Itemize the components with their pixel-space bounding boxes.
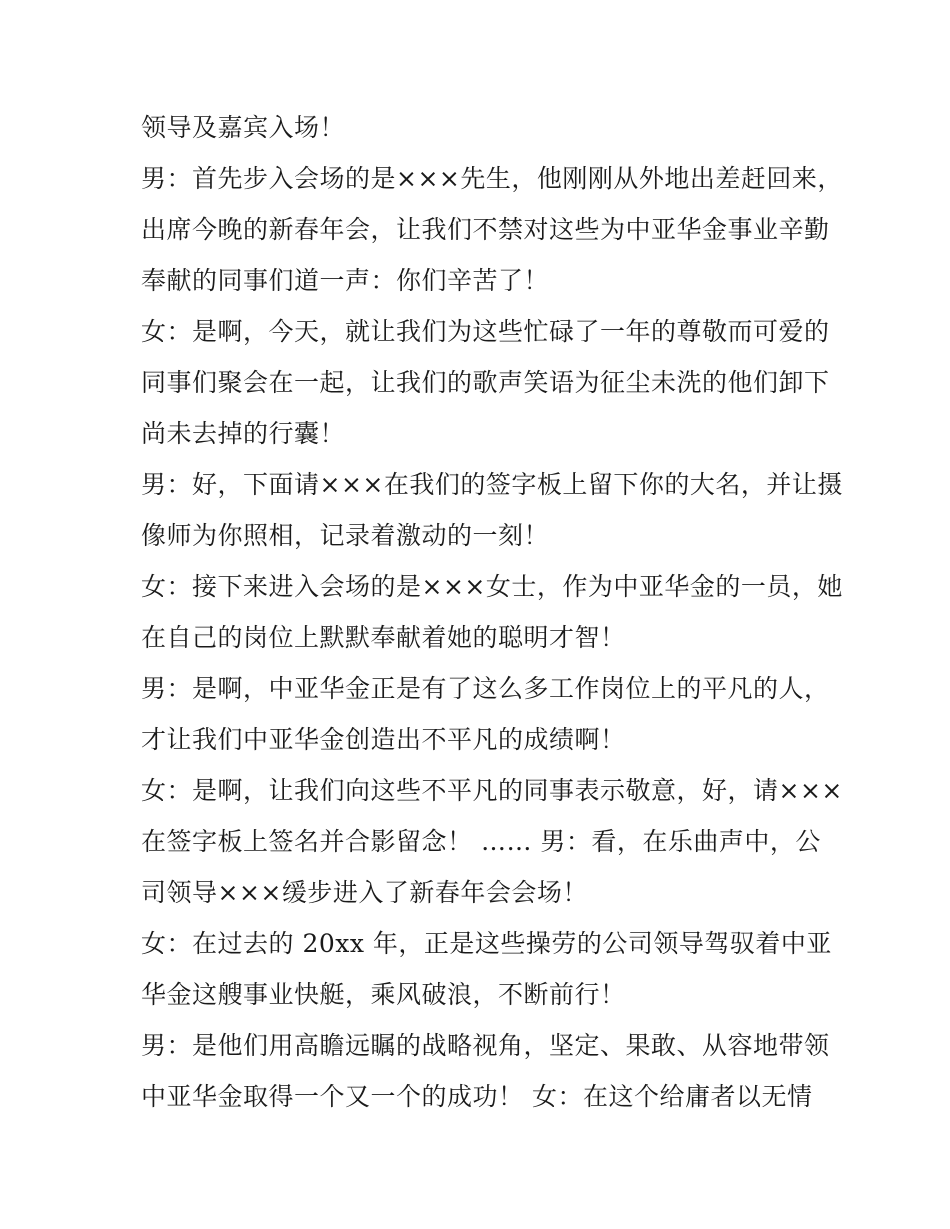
text-line: 才让我们中亚华金创造出不平凡的成绩啊！ (141, 725, 626, 754)
text-line: 男：是他们用高瞻远瞩的战略视角，坚定、果敢、从容地带领 (141, 1031, 830, 1060)
text-line: 像师为你照相，记录着激动的一刻！ (141, 521, 550, 550)
text-line: 女：是啊，今天，就让我们为这些忙碌了一年的尊敬而可爱的 (141, 317, 830, 346)
text-line: 女：是啊，让我们向这些不平凡的同事表示敬意，好，请××× (141, 776, 843, 805)
text-line: 中亚华金取得一个又一个的成功！ 女：在这个给庸者以无情 (141, 1082, 813, 1111)
text-line: 在自己的岗位上默默奉献着她的聪明才智！ (141, 623, 626, 652)
text-line: 女：在过去的 20xx 年，正是这些操劳的公司领导驾驭着中亚 (141, 929, 832, 958)
text-line: 出席今晚的新春年会，让我们不禁对这些为中亚华金事业辛勤 (141, 215, 830, 244)
text-line: 男：首先步入会场的是×××先生，他刚刚从外地出差赶回来， (141, 164, 843, 193)
text-line: 同事们聚会在一起，让我们的歌声笑语为征尘未洗的他们卸下 (141, 368, 830, 397)
text-line: 女：接下来进入会场的是×××女士，作为中亚华金的一员，她 (141, 572, 843, 601)
text-line: 奉献的同事们道一声：你们辛苦了！ (141, 266, 550, 295)
text-line: 尚未去掉的行囊！ (141, 419, 346, 448)
text-line: 在签字板上签名并合影留念！ …… 男：看，在乐曲声中，公 (141, 827, 821, 856)
text-line: 男：好，下面请×××在我们的签字板上留下你的大名，并让摄 (141, 470, 843, 499)
text-line: 华金这艘事业快艇，乘风破浪，不断前行！ (141, 980, 626, 1009)
text-line: 领导及嘉宾入场！ (141, 113, 346, 142)
text-line: 男：是啊，中亚华金正是有了这么多工作岗位上的平凡的人， (141, 674, 830, 703)
text-line: 司领导×××缓步进入了新春年会会场！ (141, 878, 588, 907)
document-text (141, 102, 843, 1122)
